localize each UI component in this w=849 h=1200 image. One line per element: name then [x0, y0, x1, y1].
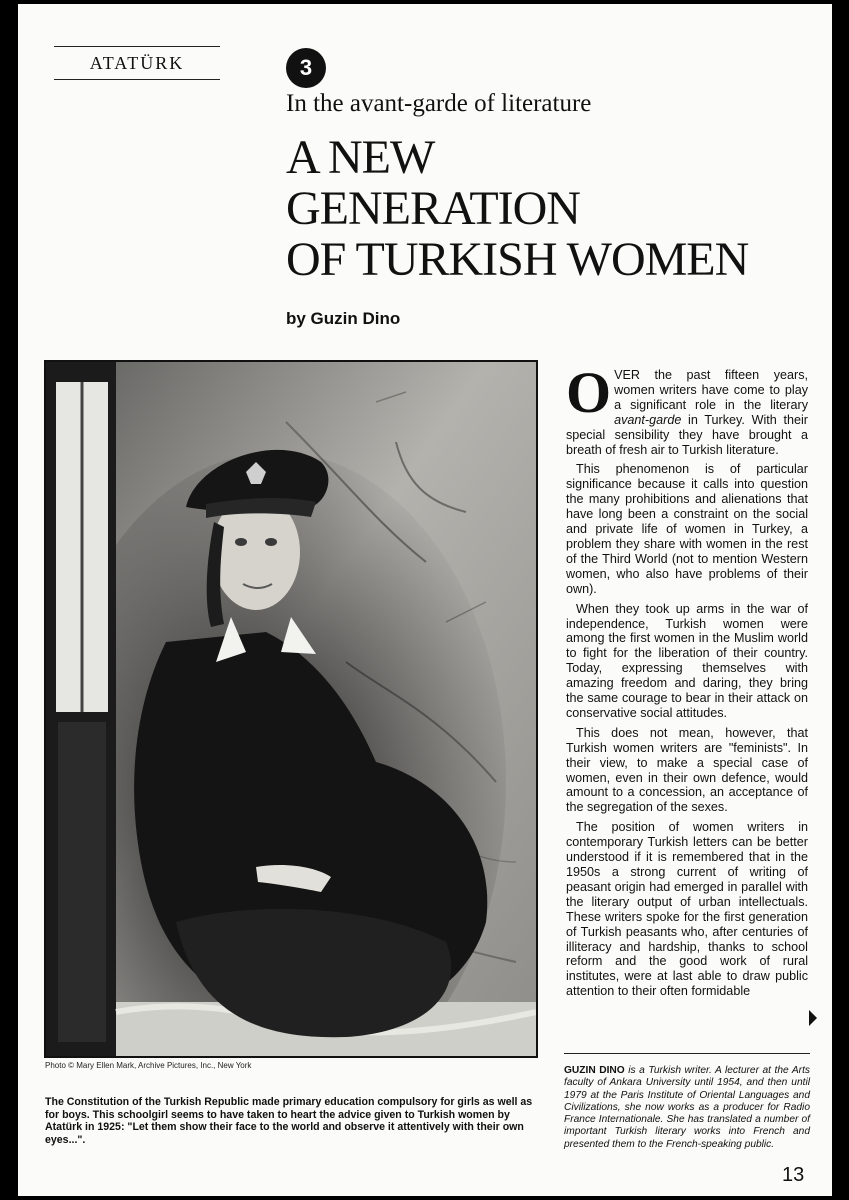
body-paragraph-3: When they took up arms in the war of independence, Turkish women were among the first women in the Muslim world to fight for the liberation of their country. Today, expressing themselves with amazing freedom and daring, they bring the same courage to bear in their attack on conservative social attitudes. [566, 601, 808, 720]
continued-arrow-icon [809, 1010, 817, 1026]
bio-divider [564, 1053, 810, 1054]
schoolgirl-photo [44, 360, 538, 1058]
magazine-page [18, 4, 832, 1196]
page-number: 13 [782, 1164, 805, 1186]
article-number-badge: 3 [286, 48, 326, 88]
section-label: ATATÜRK [54, 46, 220, 80]
byline: by Guzin Dino [286, 309, 401, 328]
article-subtitle: In the avant-garde of literature [286, 90, 592, 117]
body-paragraph-5: The position of women writers in contemporary Turkish letters can be better understood if it is remembered that in the 1950s a strong current of writing of peasant origin had emerged in parallel with the literary output of urban intellectuals. These writers spoke for the first generation of Turkish peasants who, after centuries of illiteracy and hardship, thanks to school reform and the good work of rural institutes, were at last able to draw public attention to their often formidable [566, 820, 808, 999]
drop-cap: O [566, 368, 612, 425]
title-line-1: A NEW [286, 131, 435, 184]
title-line-3: OF TURKISH WOMEN [286, 233, 749, 286]
author-bio: GUZIN DINO is a Turkish writer. A lecturer at the Arts faculty of Ankara University until 1954, and then until 1979 at the Paris Institute of Oriental Languages and Civilizations, she now works as a producer for Radio France Internationale. She has translated a number of important Turkish literary works into French and presented them to the French-speaking public. [564, 1065, 810, 1150]
body-paragraph-1: OVER the past fifteen years, women writers have come to play a significant role in the literary avant-garde in Turkey. With their special sensibility they have brought a breath of fresh air to Turkish literature. [566, 368, 808, 457]
photo-caption: The Constitution of the Turkish Republic made primary education compulsory for girls as well as for boys. This schoolgirl seems to have taken to heart the advice given to Turkish women by Atatürk in 1925: "Let them show their face to the world and observe it attentively with their own eyes...". [45, 1096, 533, 1146]
photo-credit: Photo © Mary Ellen Mark, Archive Pictures, Inc., New York [45, 1061, 252, 1070]
article-title [286, 132, 748, 285]
article-body [566, 368, 808, 1044]
body-paragraph-2: This phenomenon is of particular significance because it calls into question the many prohibitions and alienations that have long been a constraint on the social and private life of women in Turkey, a problem they share with women in the rest of the Third World (not to mention Western women, who also have problems of their own). [566, 462, 808, 596]
author-name: GUZIN DINO [564, 1065, 625, 1076]
body-paragraph-4: This does not mean, however, that Turkish women writers are "feminists". In their view, to make a special case of women, even in their own defence, would amount to a concession, an acceptance of the segregation of the sexes. [566, 725, 808, 815]
title-line-2: GENERATION [286, 182, 580, 235]
